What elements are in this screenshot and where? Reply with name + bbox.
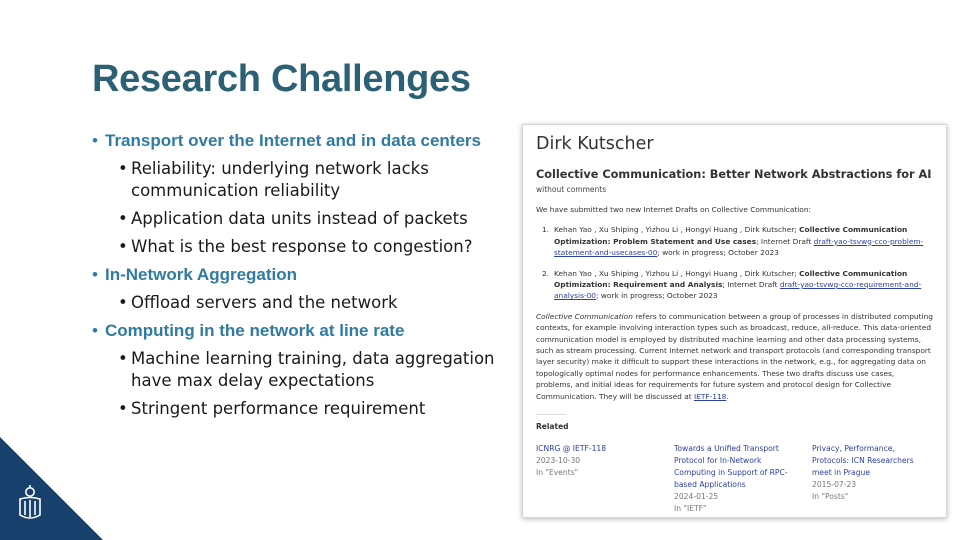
related-post bbox=[812, 443, 932, 515]
related-post-date: 2023-10-30 bbox=[536, 456, 581, 466]
drafts-list bbox=[536, 224, 933, 301]
bullet-computing-line-rate: • Computing in the network at line rate bbox=[92, 320, 512, 342]
related-posts bbox=[536, 443, 933, 515]
related-heading: Related bbox=[536, 422, 569, 432]
draft-authors: Kehan Yao , Xu Shiping , Yizhou Li , Hongyi Huang , Dirk Kutscher; bbox=[554, 268, 800, 278]
draft-number: 1. bbox=[542, 225, 550, 235]
draft-item bbox=[542, 268, 933, 302]
divider bbox=[536, 414, 566, 415]
draft-title: Collective Communication Optimization: Requirement and Analysis bbox=[554, 268, 908, 290]
blog-post-screenshot bbox=[522, 124, 947, 518]
intro-text: We have submitted two new Internet Drafts on Collective Communication: bbox=[536, 205, 811, 214]
slide-title: Research Challenges bbox=[92, 58, 471, 100]
comments-status: without comments bbox=[536, 185, 607, 194]
draft-authors: Kehan Yao , Xu Shiping , Yizhou Li , Hongyi Huang , Dirk Kutscher; bbox=[554, 225, 800, 235]
related-post bbox=[536, 443, 656, 515]
draft-item bbox=[542, 224, 933, 258]
sub-bullet-adu: • Application data units instead of packets bbox=[118, 208, 512, 230]
related-post-date: 2015-07-23 bbox=[812, 480, 857, 490]
description-text: refers to communication between a group of processes in distributed computing contexts, for example involving interaction types such as broadcast, reduce, all-reduce. This data-oriented communication model is employed by distributed machine learning and other data processing systems, such as stream processing. Current Internet network and transport protocols (and corresponding transport layer security) make it difficult to support these interactions in the network, e.g., for aggregating data on topologically optimal nodes for performance enhancements. These two drafts discuss use cases, problems, and initial ideas for requirements for future system and protocol design for Collective Communication. They will be discussed at bbox=[536, 311, 933, 401]
related-post-category: In "Posts" bbox=[812, 492, 849, 502]
draft-type: ; Internet Draft bbox=[756, 236, 814, 246]
draft-title: Collective Communication Optimization: Problem Statement and Use cases bbox=[554, 225, 908, 246]
related-post-category: In "Events" bbox=[536, 468, 579, 478]
sub-bullet-ml-training: • Machine learning training, data aggregation have max delay expectations bbox=[118, 348, 512, 392]
sub-bullet-reliability: • Reliability: underlying network lacks communication reliability bbox=[118, 158, 512, 202]
related-post-category: In "IETF" bbox=[674, 504, 707, 514]
draft-link[interactable]: draft-yao-tsvwg-cco-problem-statement-and-usecases-00 bbox=[554, 236, 924, 258]
draft-link[interactable]: draft-yao-tsvwg-cco-requirement-and-analysis-00 bbox=[554, 280, 922, 301]
bullet-list bbox=[92, 130, 512, 426]
bullet-in-network-aggregation: • In-Network Aggregation bbox=[92, 264, 512, 286]
draft-type: ; Internet Draft bbox=[722, 280, 780, 290]
emphasis-term: Collective Communication bbox=[536, 311, 633, 321]
bullet-transport: • Transport over the Internet and in data centers bbox=[92, 130, 512, 152]
draft-status: ; work in progress; October 2023 bbox=[596, 291, 718, 301]
description-paragraph bbox=[536, 311, 933, 402]
description-end: . bbox=[726, 391, 729, 401]
related-post-title[interactable]: Towards a Unified Transport Protocol for In-Network Computing in Support of RPC-based Applications bbox=[674, 444, 788, 490]
related-post-title[interactable]: ICNRG @ IETF-118 bbox=[536, 444, 607, 454]
sub-bullet-performance: • Stringent performance requirement bbox=[118, 398, 512, 420]
ietf-118-link[interactable]: IETF-118 bbox=[693, 391, 727, 401]
sub-bullet-offload: • Offload servers and the network bbox=[118, 292, 512, 314]
blog-post-title[interactable]: Collective Communication: Better Network Abstractions for AI bbox=[536, 168, 932, 181]
blog-author-name: Dirk Kutscher bbox=[536, 134, 654, 154]
related-post bbox=[674, 443, 794, 515]
draft-number: 2. bbox=[542, 268, 550, 278]
related-post-date: 2024-01-25 bbox=[674, 492, 719, 502]
corner-triangle bbox=[0, 437, 103, 540]
sub-bullet-congestion: • What is the best response to congestion? bbox=[118, 236, 512, 258]
related-post-title[interactable]: Privacy, Performance, Protocols: ICN Researchers meet in Prague bbox=[812, 444, 914, 478]
draft-status: ; work in progress; October 2023 bbox=[657, 248, 779, 258]
